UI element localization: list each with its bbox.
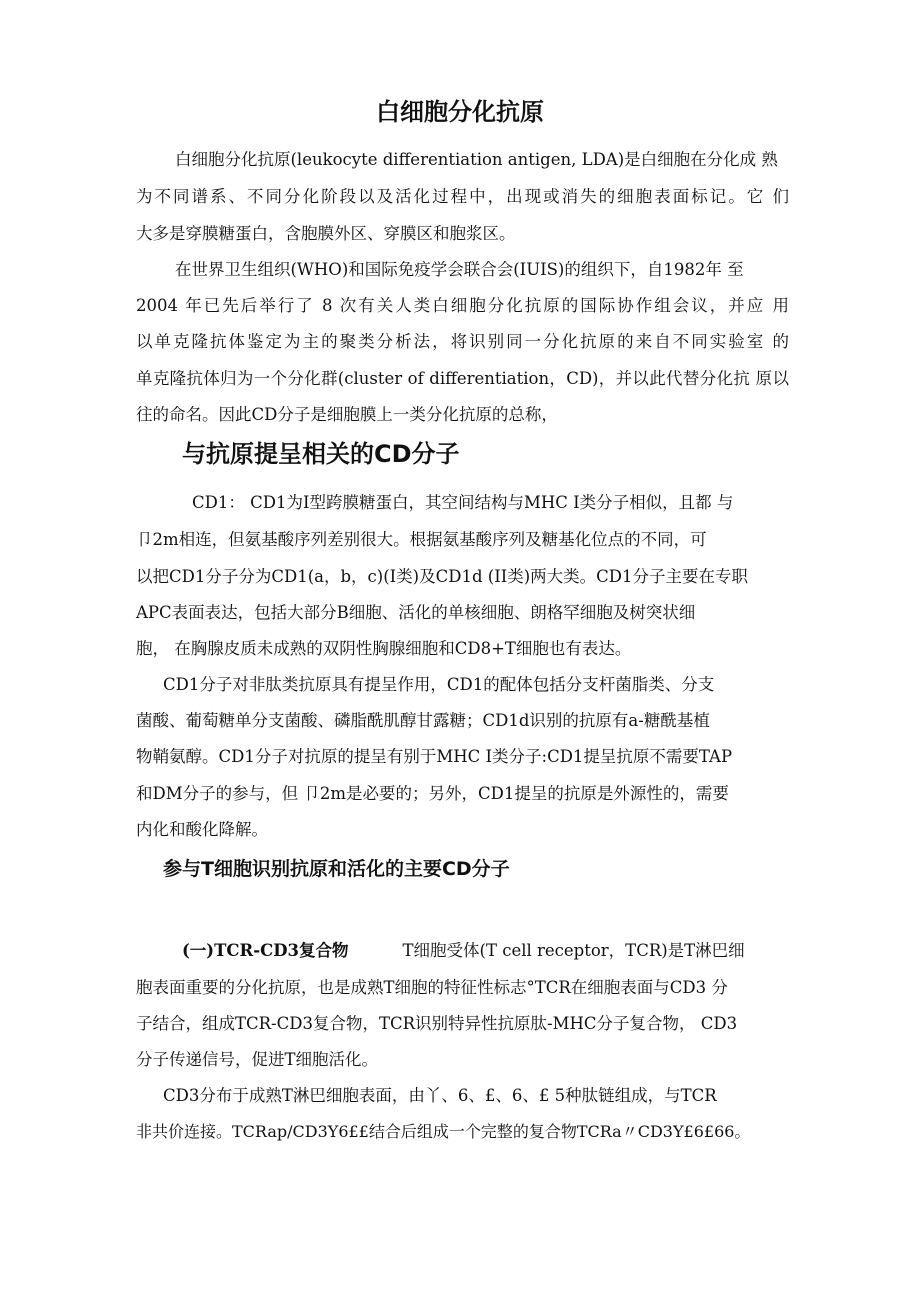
intro-p2-line-5: 往的命名。因此CD分子是细胞膜上一类分化抗原的总称， (136, 405, 558, 424)
section2-p1-line-2: 胞表面重要的分化抗原，也是成熟T细胞的特征性标志°TCR在细胞表面与CD3 分 (136, 978, 728, 997)
section2-p1-line-3: 子结合，组成TCR-CD3复合物，TCR识别特异性抗原肽-MHC分子复合物， CD3 (136, 1014, 738, 1033)
section1-p2-line-1: CD1分子对非肽类抗原具有提呈作用，CD1的配体包括分支杆菌脂类、分支 (163, 675, 715, 694)
intro-p1-line-2: 为不同谱系、不同分化阶段以及活化过程中，出现或消失的细胞表面标记。它 们 (136, 187, 789, 206)
section1-p1-line-1: CD1： CD1为I型跨膜糖蛋白，其空间结构与MHC I类分子相似，且都 与 (192, 493, 734, 512)
section-heading-antigen-presentation: 与抗原提呈相关的CD分子 (182, 440, 460, 468)
section2-p1-first-text: T细胞受体(T cell receptor，TCR)是T淋巴细 (402, 941, 745, 960)
intro-p2-line-4: 单克隆抗体归为一个分化群(cluster of differentiation，CD)，并以此代替分化抗 原以 (136, 369, 789, 388)
intro-p2-line-1: 在世界卫生组织(WHO)和国际免疫学会联合会(IUIS)的组织下，自1982年 至 (175, 260, 744, 279)
item-label-tcr-cd3: (一)TCR-CD3复合物 (182, 941, 349, 960)
intro-p1-line-1: 白细胞分化抗原(leukocyte differentiation antigen, LDA)是白细胞在分化成 熟 (175, 150, 778, 169)
section1-p1-line-3: 以把CD1分子分为CD1(a，b，c)(I类)及CD1d (II类)两大类。CD1分子主要在专职 (136, 567, 749, 586)
section1-p1-line-5: 胞， 在胸腺皮质未成熟的双阴性胸腺细胞和CD8+T细胞也有表达。 (136, 639, 632, 658)
section2-p1-line-4: 分子传递信号，促进T细胞活化。 (136, 1050, 379, 1069)
intro-p2-line-2: 2004 年已先后举行了 8 次有关人类白细胞分化抗原的国际协作组会议，并应 用 (136, 296, 789, 315)
intro-p1-line-3: 大多是穿膜糖蛋白，含胞膜外区、穿膜区和胞浆区。 (136, 224, 516, 243)
page-title: 白细胞分化抗原 (376, 98, 544, 126)
section1-p2-line-3: 物鞘氨醇。CD1分子对抗原的提呈有别于MHC I类分子:CD1提呈抗原不需要TAP (136, 747, 733, 766)
section1-p2-line-4: 和DM分子的参与，但 卩2m是必要的；另外，CD1提呈的抗原是外源性的，需要 (136, 784, 729, 803)
section1-p2-line-2: 菌酸、葡萄糖单分支菌酸、磷脂酰肌醇甘露糖；CD1d识别的抗原有a-糖酰基植 (136, 711, 710, 730)
section1-p2-line-5: 内化和酸化降解。 (136, 820, 268, 839)
section-heading-t-cell-cd-molecules: 参与T细胞识别抗原和活化的主要CD分子 (163, 858, 510, 880)
section2-p2-line-2: 非共价连接。TCRap/CD3Y6££结合后组成一个完整的复合物TCRa〃CD3Y£6£66。 (136, 1122, 751, 1141)
intro-p2-line-3: 以单克隆抗体鉴定为主的聚类分析法，将识别同一分化抗原的来自不同实验室 的 (136, 332, 789, 351)
section1-p1-line-4: APC表面表达，包括大部分B细胞、活化的单核细胞、朗格罕细胞及树突状细 (136, 603, 696, 622)
section1-p1-line-2: 卩2m相连，但氨基酸序列差别很大。根据氨基酸序列及糖基化位点的不同，可 (136, 530, 707, 549)
section2-p2-line-1: CD3分布于成熟T淋巴细胞表面，由丫、6、£、6、£ 5种肽链组成，与TCR (163, 1086, 717, 1105)
section2-p1-line-1 (182, 940, 745, 962)
